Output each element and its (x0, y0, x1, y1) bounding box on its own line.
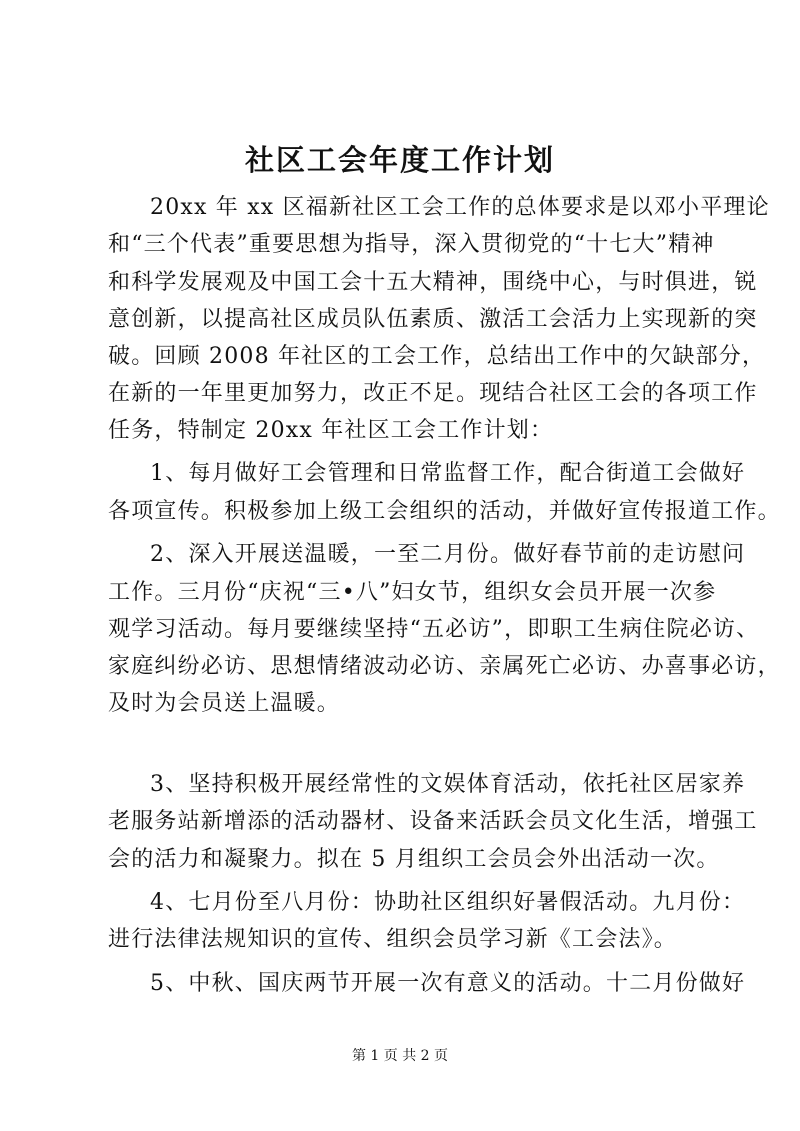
paragraph-line: 各项宣传。积极参加上级工会组织的活动，并做好宣传报道工作。 (108, 499, 781, 524)
paragraph-line: 2、深入开展送温暖，一至二月份。做好春节前的走访慰问 (150, 542, 746, 567)
paragraph-line: 和“三个代表”重要思想为指导，深入贯彻党的“十七大”精神 (108, 232, 715, 257)
paragraph-line: 老服务站新增添的活动器材、设备来活跃会员文化生活，增强工 (108, 809, 758, 834)
paragraph-line: 5、中秋、国庆两节开展一次有意义的活动。十二月份做好 (150, 971, 746, 996)
paragraph-line: 20xx 年 xx 区福新社区工会工作的总体要求是以邓小平理论 (150, 195, 770, 220)
paragraph-line: 破。回顾 2008 年社区的工会工作，总结出工作中的欠缺部分， (108, 344, 766, 369)
paragraph-line: 会的活力和凝聚力。拟在 5 月组织工会员会外出活动一次。 (108, 847, 720, 872)
paragraph-line: 工作。三月份“庆祝“三•八”妇女节，组织女会员开展一次参 (108, 580, 717, 605)
paragraph-line: 及时为会员送上温暖。 (108, 691, 341, 716)
page-footer: 第 1 页 共 2 页 (351, 1048, 449, 1064)
paragraph-line: 和科学发展观及中国工会十五大精神，围绕中心，与时俱进，锐 (108, 270, 758, 295)
paragraph-line: 在新的一年里更加努力，改正不足。现结合社区工会的各项工作 (108, 381, 758, 406)
paragraph-line: 任务，特制定 20xx 年社区工会工作计划： (108, 418, 554, 443)
document-title: 社区工会年度工作计划 (244, 143, 555, 177)
paragraph-line: 进行法律法规知识的宣传、组织会员学习新《工会法》。 (108, 927, 678, 952)
paragraph-line: 观学习活动。每月要继续坚持“五必访”，即职工生病住院必访、 (108, 617, 760, 642)
paragraph-line: 3、坚持积极开展经常性的文娱体育活动，依托社区居家养 (150, 772, 746, 797)
paragraph-line: 1、每月做好工会管理和日常监督工作，配合街道工会做好 (150, 461, 746, 486)
paragraph-line: 4、七月份至八月份：协助社区组织好暑假活动。九月份： (150, 890, 746, 915)
paragraph-line: 意创新，以提高社区成员队伍素质、激活工会活力上实现新的突 (108, 307, 758, 332)
paragraph-line: 家庭纠纷必访、思想情绪波动必访、亲属死亡必访、办喜事必访， (108, 654, 781, 679)
